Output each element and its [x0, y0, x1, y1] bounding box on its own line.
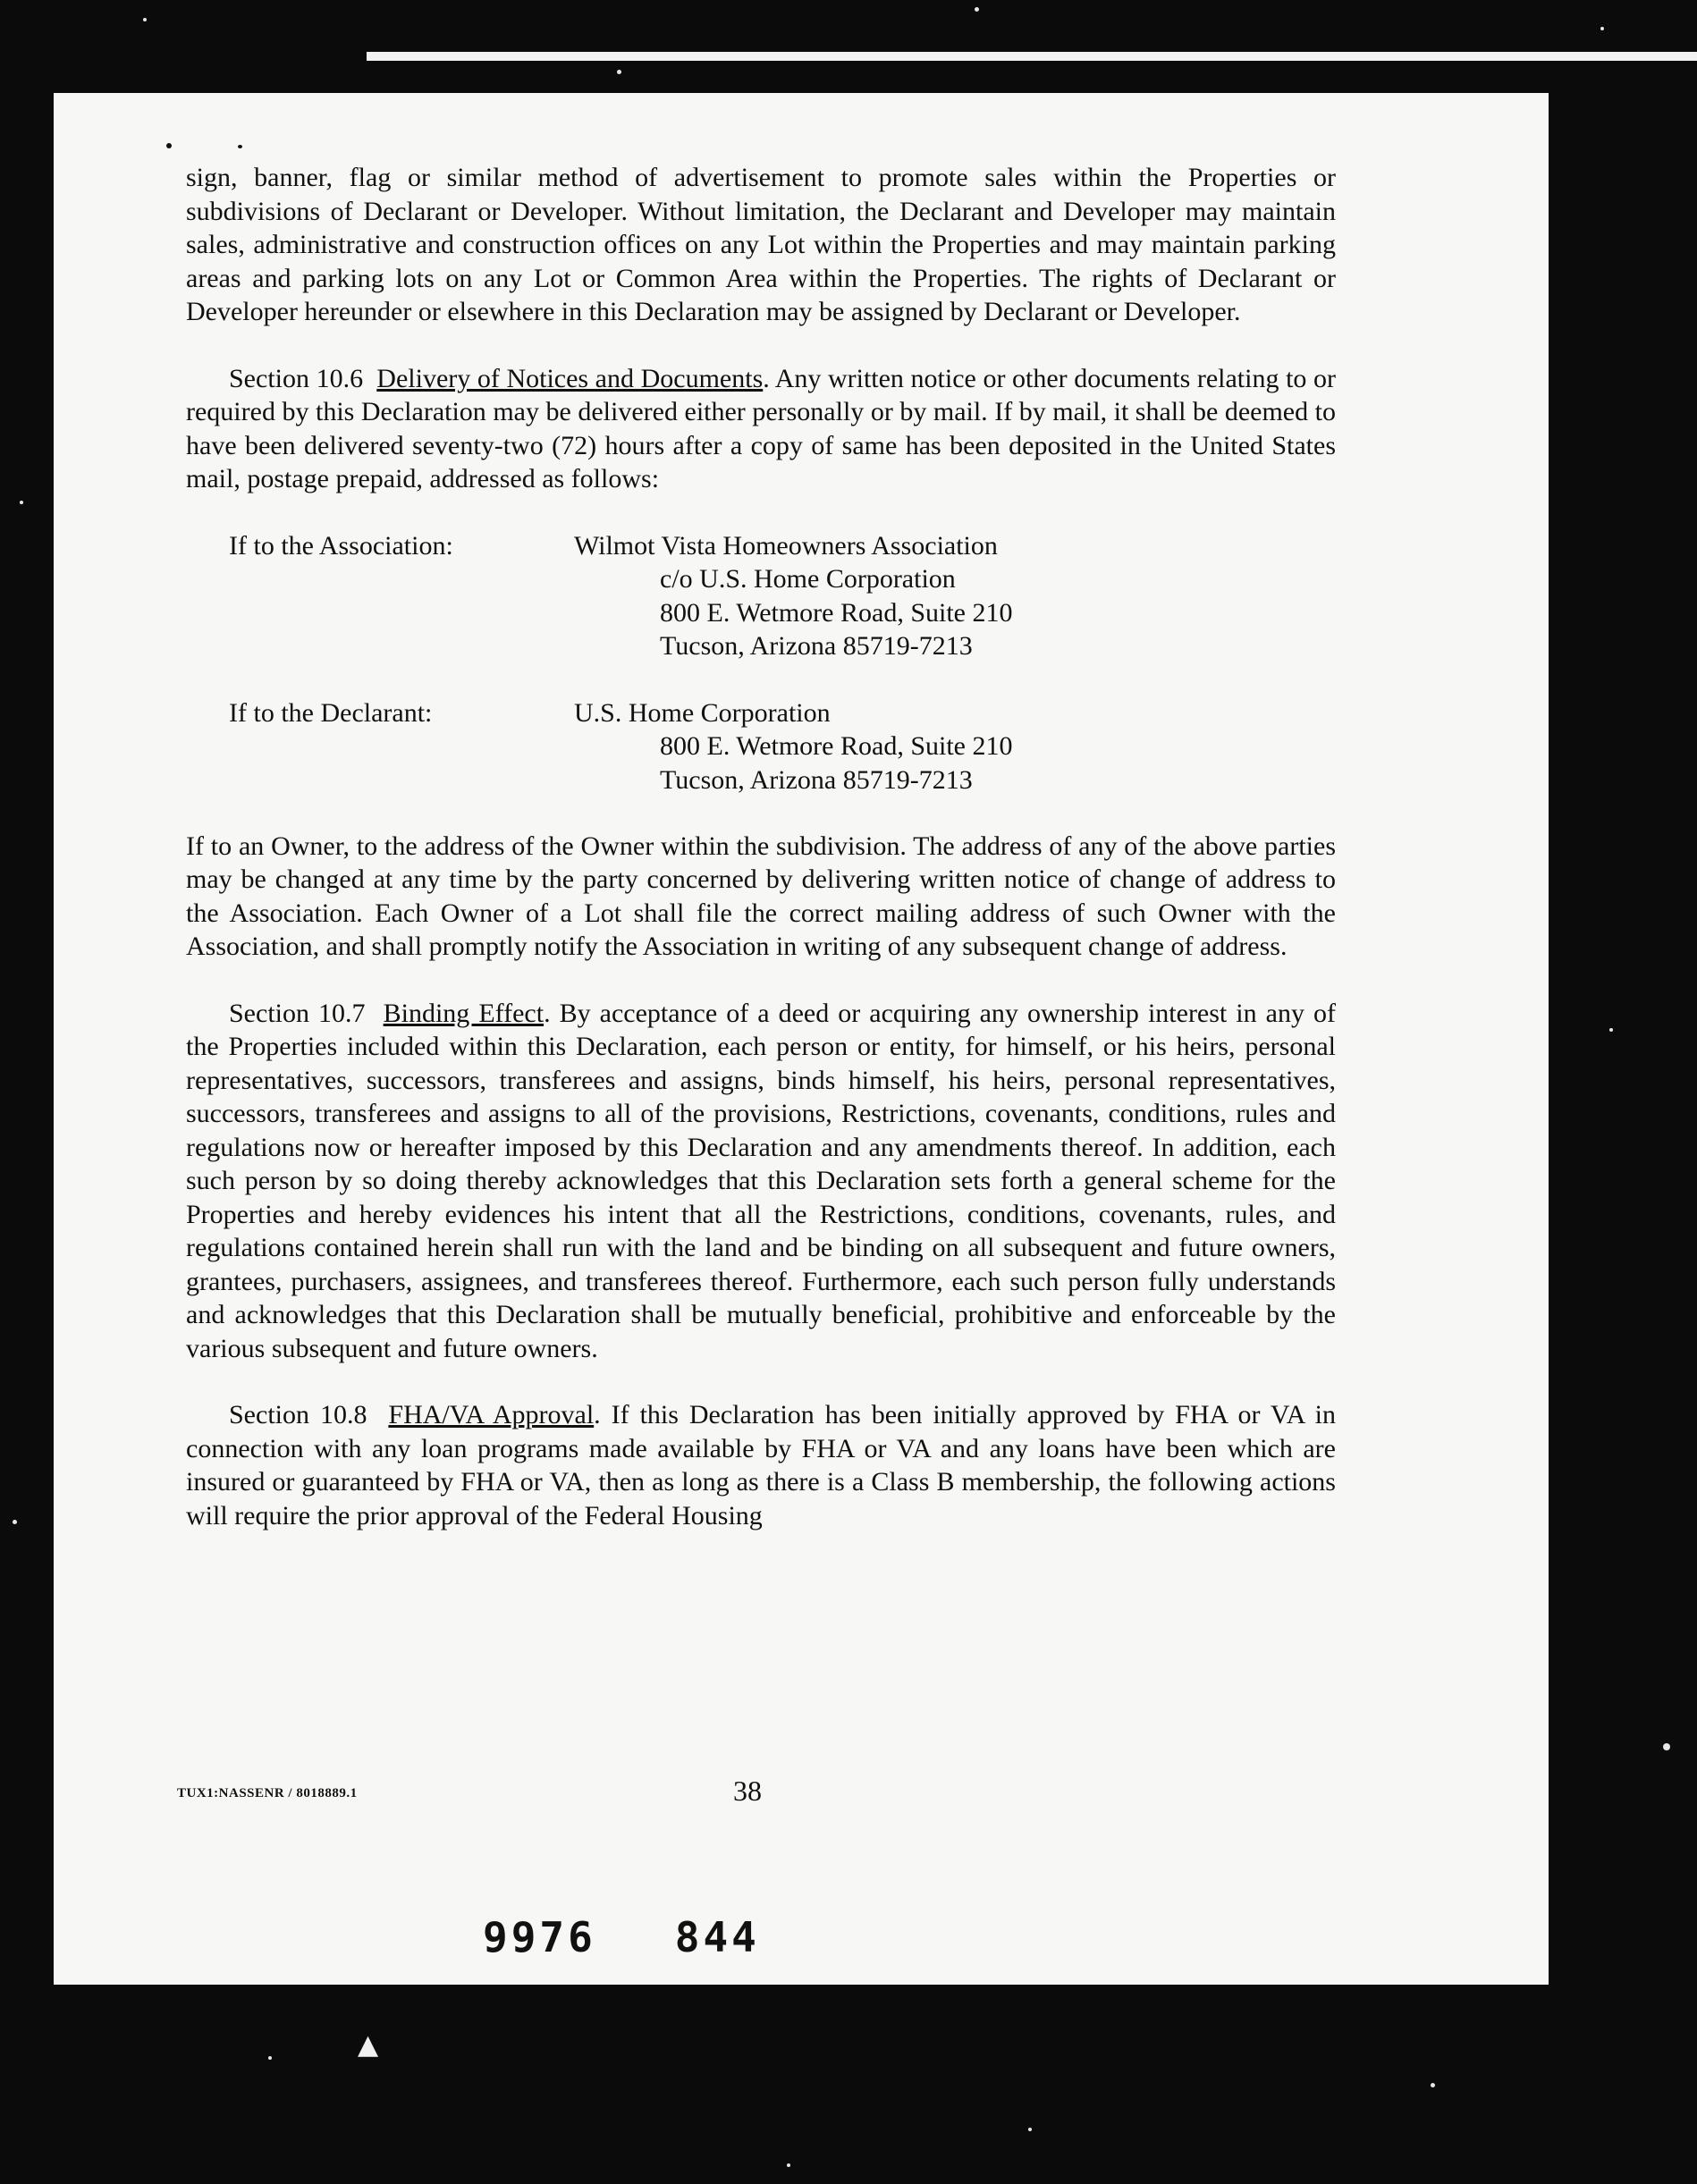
- stamp-page: 844: [674, 1913, 760, 1961]
- section-body: . By acceptance of a deed or acquiring any ownership interest in any of the Properties included within this Declaration, each person or entity, for himself, or his heirs, personal representatives, successors, transferees and assigns, binds himself, his heirs, personal representatives, successors, transferees and assigns to all of the provisions, Restrictions, covenants, conditions, rules and regulations now or hereafter imposed by this Declaration and any amendments thereof. In addition, each such person by so doing thereby acknowledges that this Declaration sets forth a general scheme for the Properties and hereby evidences his intent that all the Restrictions, conditions, covenants, rules, and regulations contained herein shall run with the land and be binding on all subsequent and future owners, grantees, purchasers, assignees, and transferees thereof. Furthermore, each such person fully understands and acknowledges that this Declaration shall be mutually beneficial, prohibitive and enforceable by the various subsequent and future owners.: [186, 998, 1337, 1363]
- section-10-8: [186, 1398, 1336, 1532]
- page-speck: [238, 145, 242, 148]
- section-10-7: [186, 997, 1336, 1366]
- address-declarant: [186, 696, 1336, 797]
- page-speck: [166, 143, 172, 148]
- stamp-book: 9976: [483, 1913, 596, 1961]
- section-number: Section 10.8: [229, 1400, 367, 1429]
- section-body: . Any written notice or other documents relating to or required by this Declaration may be delivered either personally or by mail. If by mail, it shall be deemed to have been delivered seventy-two (72) hours after a copy of same has been deposited in the United States mail, postage prepaid, addressed as follows:: [186, 363, 1336, 493]
- section-title: Binding Effect: [383, 998, 545, 1028]
- scan-speck: [268, 2056, 272, 2060]
- paragraph-owner-address: If to an Owner, to the address of the Owner within the subdivision. The address of any of the above parties may be changed at any time by the party concerned by delivering written notice of change of address to the Association. Each Owner of a Lot shall file the correct mailing address of such Owner with the Association, and shall promptly notify the Association in writing of any subsequent change of address.: [186, 831, 1336, 961]
- scan-speck: [787, 2163, 790, 2167]
- address-line: 800 E. Wetmore Road, Suite 210: [660, 597, 1013, 628]
- address-label: If to the Declarant:: [229, 697, 433, 728]
- scan-speck: [975, 7, 979, 12]
- scan-speck: [1609, 1028, 1613, 1032]
- section-body: . If this Declaration has been initially approved by FHA or VA in connection with any loan programs made available by FHA or VA and any loans have been which are insured or guaranteed by FHA or VA, then as long as there is a Class B membership, the following actions will require the prior approval of the Federal Housing: [186, 1400, 1337, 1530]
- page-number: 38: [733, 1775, 762, 1807]
- section-number: Section 10.6: [229, 363, 364, 393]
- address-line: Tucson, Arizona 85719-7213: [660, 630, 973, 661]
- section-title: FHA/VA Approval: [388, 1400, 595, 1429]
- section-title: Delivery of Notices and Documents: [376, 363, 764, 393]
- scan-speck: [1431, 2083, 1435, 2087]
- address-label: If to the Association:: [229, 530, 453, 561]
- address-line: c/o U.S. Home Corporation: [660, 563, 956, 594]
- scan-speck: [617, 70, 621, 74]
- scan-speck: [13, 1520, 17, 1524]
- document-body: [186, 161, 1336, 1532]
- address-line: U.S. Home Corporation: [574, 697, 831, 728]
- section-10-6: [186, 362, 1336, 496]
- scan-speck: [143, 18, 147, 21]
- scan-speck: [1663, 1743, 1670, 1750]
- address-line: 800 E. Wetmore Road, Suite 210: [660, 730, 1013, 761]
- address-association: [186, 529, 1336, 663]
- scan-speck: [20, 501, 23, 504]
- scan-triangle-mark: ▲: [358, 2029, 379, 2061]
- address-line: Tucson, Arizona 85719-7213: [660, 764, 973, 795]
- paragraph-advertisement: sign, banner, flag or similar method of advertisement to promote sales within the Properties or subdivisions of Declarant or Developer. Without limitation, the Declarant and Developer may maintain sales, administrative and construction offices on any Lot within the Properties and may maintain parking areas and parking lots on any Lot or Common Area within the Properties. The rights of Declarant or Developer hereunder or elsewhere in this Declaration may be assigned by Declarant or Developer.: [186, 163, 1336, 326]
- scan-edge-line: [367, 52, 1697, 61]
- section-number: Section 10.7: [229, 998, 366, 1028]
- document-id: TUX1:NASSENR / 8018889.1: [177, 1786, 358, 1800]
- scan-speck: [1028, 2128, 1032, 2131]
- scan-speck: [1600, 27, 1604, 30]
- recording-stamp: [483, 1913, 760, 1961]
- address-line: Wilmot Vista Homeowners Association: [574, 530, 998, 561]
